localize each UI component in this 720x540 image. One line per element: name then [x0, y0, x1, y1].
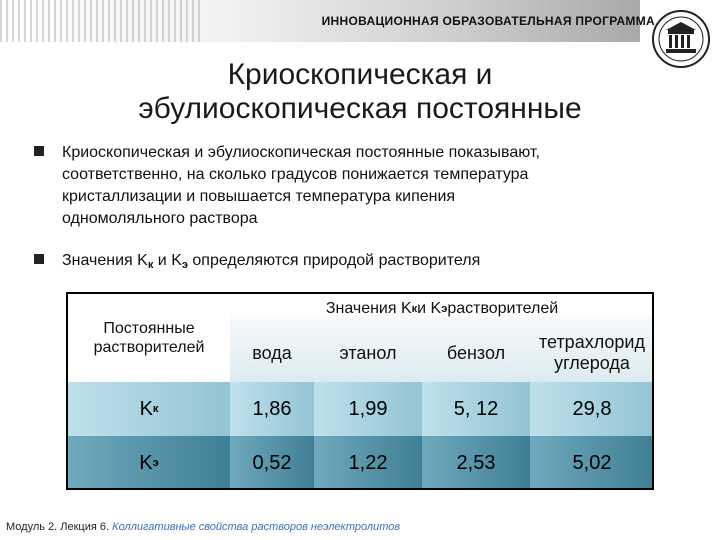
table-corner-header — [68, 294, 230, 382]
subscript: э — [441, 303, 448, 315]
corner-line: Постоянные — [103, 320, 195, 337]
program-title: ИННОВАЦИОННАЯ ОБРАЗОВАТЕЛЬНАЯ ПРОГРАММА — [321, 14, 655, 28]
header-decoration — [0, 0, 200, 42]
table-cell: 1,86 — [230, 382, 314, 436]
bullet-line: соответственно, на сколько градусов понижается температура — [62, 166, 529, 183]
text-part: Значения K — [62, 252, 148, 269]
text-part: Значения K — [325, 300, 412, 317]
text-part: и K — [153, 252, 182, 269]
header-line: углерода — [554, 353, 630, 373]
slide-footer — [6, 521, 400, 533]
bullet-text — [62, 142, 682, 230]
subscript: к — [152, 403, 159, 415]
column-header-carbon-tetrachloride — [530, 324, 654, 382]
title-line-2: эбулиоскопическая постоянные — [138, 92, 582, 125]
constants-table — [66, 292, 654, 490]
subscript: э — [152, 457, 159, 469]
bullet-line: Криоскопическая и эбулиоскопическая постоянные показывают, — [62, 144, 540, 161]
subscript: э — [181, 259, 188, 271]
bullet-square-icon — [34, 254, 44, 264]
table-cell: 5,02 — [530, 436, 654, 490]
column-header-water: вода — [230, 324, 314, 382]
corner-line: растворителей — [93, 339, 205, 356]
bullet-text — [62, 250, 682, 276]
table-cell: 1,99 — [314, 382, 422, 436]
table-group-header — [230, 294, 654, 324]
title-line-1: Криоскопическая и — [227, 58, 493, 91]
table-cell: 1,22 — [314, 436, 422, 490]
text-part: определяются природой растворителя — [187, 252, 481, 269]
header-line: тетрахлорид — [538, 332, 645, 352]
table-cell: 5, 12 — [422, 382, 530, 436]
bullet-square-icon — [34, 146, 44, 156]
text-part: и K — [417, 300, 442, 317]
footer-topic: Коллигативные свойства растворов неэлектролитов — [112, 521, 401, 533]
subscript: к — [411, 303, 418, 315]
footer-module: Модуль 2. Лекция 6. — [6, 521, 110, 533]
table-cell: 2,53 — [422, 436, 530, 490]
slide-title — [60, 58, 660, 126]
subscript: к — [147, 259, 154, 271]
text-part: K — [139, 397, 153, 420]
bullet-line: одномоляльного раствора — [62, 210, 258, 227]
bullet-line: кристаллизации и повышается температура кипения — [62, 188, 456, 205]
text-part: K — [139, 451, 153, 474]
row-label-ke — [68, 436, 230, 490]
table-cell: 0,52 — [230, 436, 314, 490]
row-label-kk — [68, 382, 230, 436]
table-cell: 29,8 — [530, 382, 654, 436]
column-header-benzene: бензол — [422, 324, 530, 382]
column-header-ethanol: этанол — [314, 324, 422, 382]
text-part: растворителей — [447, 300, 559, 317]
